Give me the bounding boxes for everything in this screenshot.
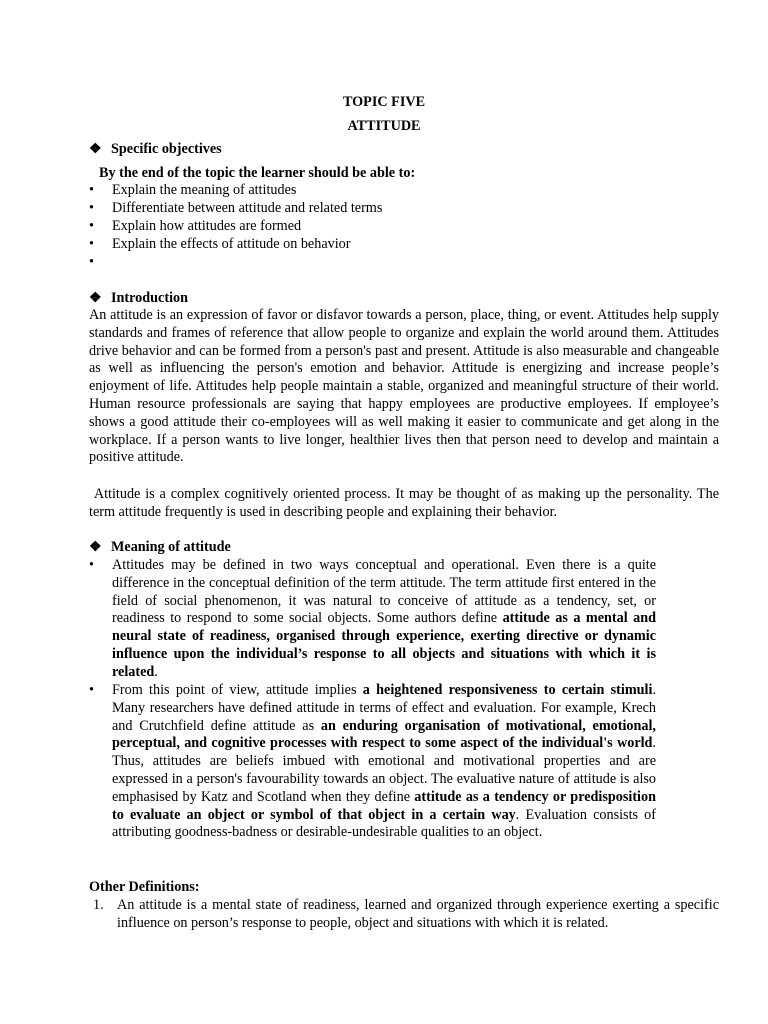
objectives-lead: By the end of the topic the learner should be able to: xyxy=(99,165,416,181)
bullet-dot-icon: • xyxy=(89,557,94,573)
introduction-paragraph-1: An attitude is an expression of favor or disfavor towards a person, place, thing, or event. Attitudes help supply standards and frames of reference that allow people to organize and explain the world around them. Attitudes drive behavior and can be formed from a person's past and present. Attitude is also measurable and changeable as well as influencing the person's emotion and behavior. Attitude is energizing and increase people’s enjoyment of life. Attitudes help people maintain a stable, organized and meaningful structure of their world. Human resource professionals are saying that happy employees are productive employees. If employee’s shows a good attitude their co-employees will as well making it easier to communicate and get along in the workplace. If a person wants to live longer, healthier lives then that person need to develop and maintain a positive attitude. xyxy=(89,307,719,466)
objectives-heading xyxy=(89,141,222,159)
topic-number: TOPIC FIVE xyxy=(342,94,426,110)
bold-definition: attitude as a tendency or predisposition to evaluate an object or symbol of that object in a certain way xyxy=(112,788,656,823)
list-number: 1. xyxy=(93,897,104,913)
meaning-heading-text: Meaning of attitude xyxy=(111,539,231,555)
introduction-heading xyxy=(89,290,188,308)
topic-title: ATTITUDE xyxy=(347,118,421,134)
text-run: From this point of view, attitude implies xyxy=(112,682,363,698)
text-run: . Evaluation consists of attributing goodness-badness or desirable-undesirable qualities to an object. xyxy=(112,806,656,841)
text-run: Attitudes may be defined in two ways conceptual and operational. Even there is a quite difference in the conceptual definition of the term attitude. The term attitude first entered in the field of social phenomenon, it was natural to conceive of attitude as a tendency, set, or readiness to respond to some social objects. Some authors define xyxy=(112,557,656,627)
text-run: . Thus, attitudes are beliefs imbued with emotional and motivational properties and are expressed in a person's favourability towards an object. The evaluative nature of attitude is also emphasised by Katz and Scotland when they define xyxy=(112,735,656,805)
meaning-bullet-2-text xyxy=(112,682,656,842)
meaning-heading xyxy=(89,539,231,557)
introduction-heading-text: Introduction xyxy=(111,290,188,306)
diamond-bullet-icon: ❖ xyxy=(89,141,102,157)
meaning-bullet-1-text xyxy=(112,557,656,682)
bullet-dot-icon: • xyxy=(89,218,94,234)
introduction-paragraph-2: Attitude is a complex cognitively oriented process. It may be thought of as making up the personality. The term attitude frequently is used in describing people and explaining their behavior. xyxy=(89,486,723,520)
definition-item xyxy=(89,897,719,933)
text-run: . Many researchers have defined attitude in terms of effect and evaluation. For example, Krech and Crutchfield define attitude as xyxy=(112,682,656,734)
meaning-bullet-2 xyxy=(89,682,656,842)
bold-definition: attitude as a mental and neural state of readiness, organised through experience, exerting directive or dynamic influence upon the individual’s response to all objects and situations with which it is related xyxy=(112,610,656,680)
bold-definition: an enduring organisation of motivational, emotional, perceptual, and cognitive processes with respect to some aspect of the individual's world xyxy=(112,717,656,752)
meaning-bullet-1 xyxy=(89,557,656,682)
text-run: . xyxy=(154,663,158,680)
objective-item-text: Differentiate between attitude and related terms xyxy=(112,200,383,216)
bullet-dot-icon: • xyxy=(89,682,94,698)
diamond-bullet-icon: ❖ xyxy=(89,539,102,555)
bullet-dot-icon: • xyxy=(89,200,94,216)
objective-item-text: Explain the effects of attitude on behavior xyxy=(112,236,351,252)
bullet-dot-icon: • xyxy=(89,236,94,252)
diamond-bullet-icon: ❖ xyxy=(89,290,102,306)
bold-definition: a heightened responsiveness to certain stimuli xyxy=(362,682,653,698)
objectives-heading-text: Specific objectives xyxy=(111,141,222,157)
other-definitions-heading: Other Definitions: xyxy=(89,879,200,895)
bullet-dot-icon: • xyxy=(89,254,94,270)
objective-item-text: Explain the meaning of attitudes xyxy=(112,182,297,198)
definition-item-text: An attitude is a mental state of readiness, learned and organized through experience exerting a specific influence on person’s response to people, object and situations with which it is related. xyxy=(117,897,719,931)
objective-item-text: Explain how attitudes are formed xyxy=(112,218,302,234)
bullet-dot-icon: • xyxy=(89,182,94,198)
